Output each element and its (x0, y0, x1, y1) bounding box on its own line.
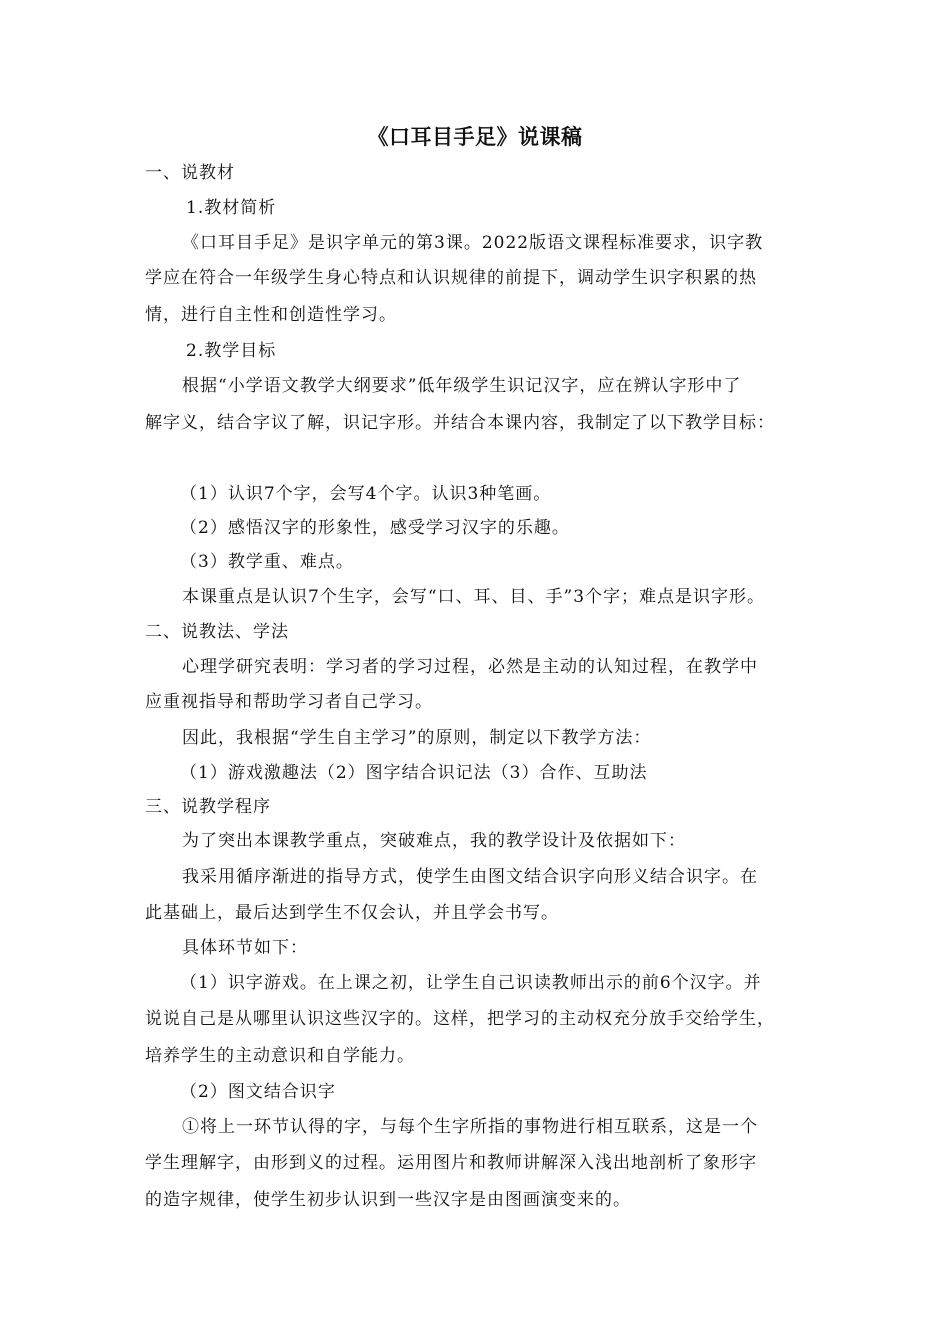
section-heading-2: 二、说教法、学法 (145, 622, 289, 642)
paragraph-line: 因此，我根据“学生自主学习”的原则，制定以下教学方法： (182, 728, 652, 748)
list-item: （2）图文结合识字 (180, 1082, 336, 1102)
subsection-heading: 1.教材简析 (186, 198, 277, 218)
list-item: （1）识字游戏。在上课之初，让学生自己识读教师出示的前6个汉字。并 (180, 973, 762, 993)
section-heading-1: 一、说教材 (145, 163, 235, 183)
paragraph-line: 解字义，结合字议了解，识记字形。并结合本课内容，我制定了以下教学目标： (145, 413, 775, 433)
list-item: （3）教学重、难点。 (180, 552, 354, 572)
paragraph-line: 情，进行自主性和创造性学习。 (145, 305, 397, 325)
paragraph-line: 为了突出本课教学重点，突破难点，我的教学设计及依据如下： (182, 831, 686, 851)
paragraph-line: 根据“小学语文教学大纲要求”低年级学生识记汉字，应在辨认字形中了 (182, 376, 742, 396)
paragraph-line: ①将上一环节认得的字，与每个生字所指的事物进行相互联系，这是一个 (182, 1117, 758, 1137)
paragraph-line: 此基础上，最后达到学生不仅会认，并且学会书写。 (145, 903, 559, 923)
paragraph-line: 学生理解字，由形到义的过程。运用图片和教师讲解深入浅出地剖析了象形字 (145, 1153, 757, 1173)
paragraph-line: 学应在符合一年级学生身心特点和认识规律的前提下，调动学生识字积累的热 (145, 268, 757, 288)
paragraph-line: 的造字规律，使学生初步认识到一些汉字是由图画演变来的。 (145, 1190, 631, 1210)
paragraph-line: 应重视指导和帮助学习者自己学习。 (145, 692, 433, 712)
subsection-heading: 2.教学目标 (186, 341, 277, 361)
list-item: （2）感悟汉字的形象性，感受学习汉字的乐趣。 (180, 518, 570, 538)
list-item: （1）认识7个字，会写4个字。认识3种笔画。 (180, 484, 552, 504)
list-item: （1）游戏激趣法（2）图字结合识记法（3）合作、互助法 (180, 763, 648, 783)
paragraph-line: 心理学研究表明：学习者的学习过程，必然是主动的认知过程，在教学中 (182, 657, 758, 677)
paragraph-line: 《口耳目手足》是识字单元的第3课。2022版语文课程标准要求，识字教 (182, 233, 764, 253)
paragraph-line: 培养学生的主动意识和自学能力。 (145, 1046, 415, 1066)
paragraph-line: 本课重点是认识7个生字，会写“口、耳、目、手”3个字；难点是识字形。 (182, 587, 766, 607)
paragraph-line: 具体环节如下： (182, 938, 308, 958)
paragraph-line: 说说自己是从哪里认识这些汉字的。这样，把学习的主动权充分放手交给学生， (145, 1009, 775, 1029)
section-heading-3: 三、说教学程序 (145, 797, 271, 817)
paragraph-line: 我采用循序渐进的指导方式，使学生由图文结合识字向形义结合识字。在 (182, 867, 758, 887)
document-title: 《口耳目手足》说课稿 (367, 125, 583, 149)
